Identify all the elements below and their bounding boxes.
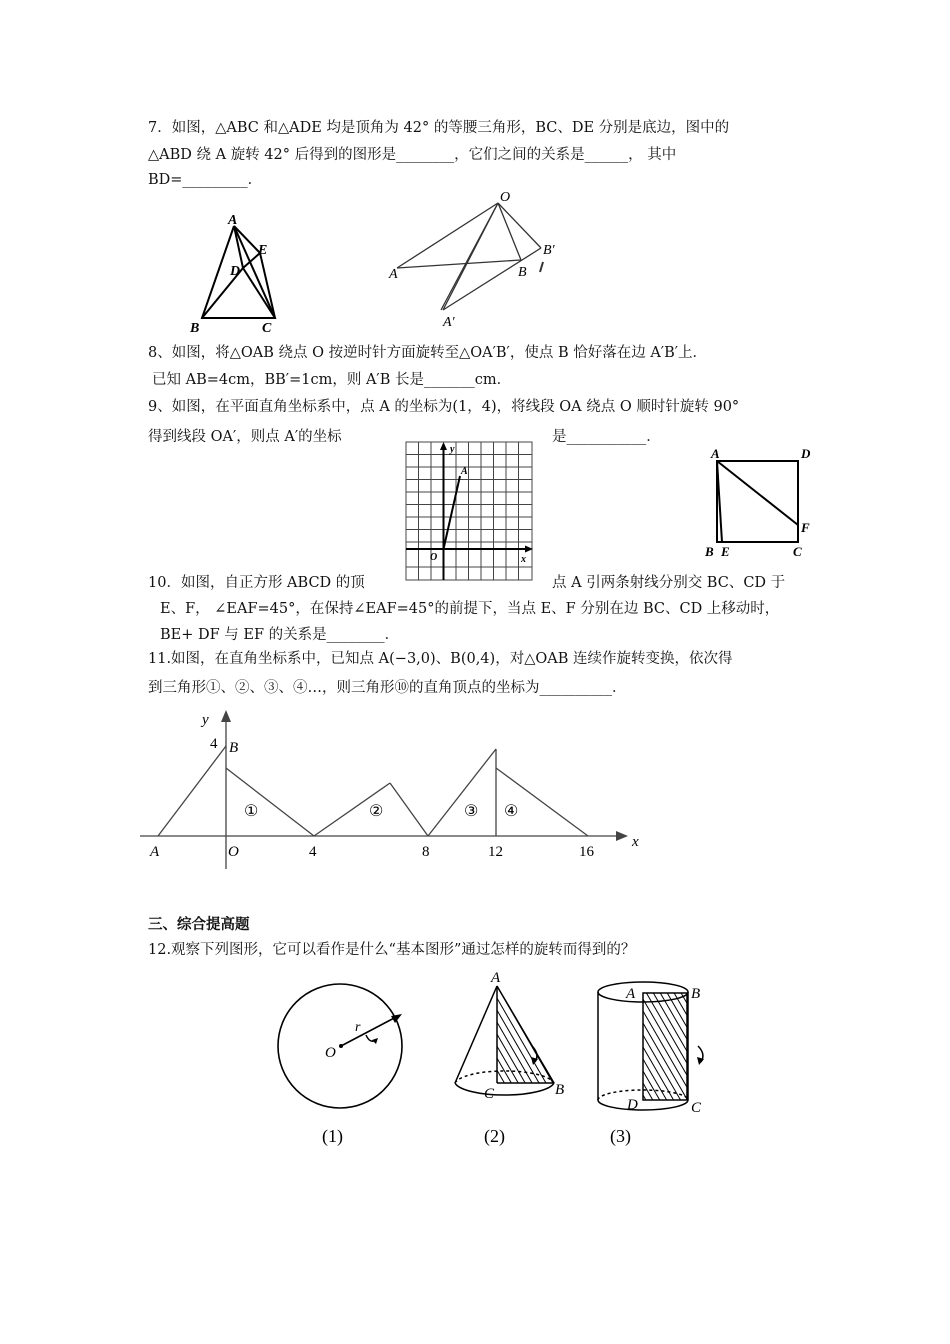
label-circle-4: ④ (504, 803, 519, 820)
label-A: A (711, 446, 720, 461)
label-r: r (355, 1020, 361, 1035)
q10-line1b: 点 A 引两条射线分别交 BC、CD 于 (552, 575, 786, 591)
tick-12: 12 (488, 844, 503, 860)
q9-line1: 9、如图，在平面直角坐标系中，点 A 的坐标为(1，4)，将线段 OA 绕点 O 顺时针旋转 90° (148, 399, 740, 415)
tick-4: 4 (309, 844, 317, 860)
label-B: B (518, 265, 527, 280)
label-E: E (721, 544, 730, 559)
label-C-cone: C (484, 1086, 495, 1102)
tick-8: 8 (422, 844, 430, 860)
label-C-cyl: C (691, 1100, 702, 1116)
figure-q10-square (700, 442, 820, 562)
section-title: 三、综合提高题 (148, 916, 250, 933)
label-C: C (262, 321, 272, 336)
label-circle-1: ① (244, 803, 259, 820)
label-B-cone: B (555, 1082, 565, 1098)
label-O: O (325, 1045, 336, 1061)
label-y: y (202, 712, 209, 728)
q10-line1a: 10．如图，自正方形 ABCD 的顶 (148, 575, 365, 591)
label-A: A (461, 466, 468, 477)
label-A-prime: A′ (443, 315, 455, 330)
q10-line2: E、F， ∠EAF=45°，在保持∠EAF=45°的前提下，当点 E、F 分别在边 BC、CD 上移动时， (160, 601, 780, 617)
label-O: O (430, 552, 438, 563)
label-D-cyl: D (627, 1097, 638, 1113)
q8-line2: 已知 AB=4cm，BB′=1cm，则 A′B 长是_______cm． (152, 372, 512, 388)
figure-q9-grid (404, 440, 536, 582)
label-A-cyl: A (626, 986, 636, 1002)
label-B: B (229, 740, 239, 756)
figure-q12-solids (270, 966, 730, 1150)
label-C: C (793, 544, 802, 559)
label-A-cone: A (491, 970, 501, 986)
label-D: D (801, 446, 811, 461)
q10-line3: BE+ DF 与 EF 的关系是________． (160, 627, 400, 643)
caption-2: (2) (484, 1126, 505, 1146)
q11-line1: 11.如图，在直角坐标系中，已知点 A(−3,0)、B(0,4)，对△OAB 连续作旋转变换，依次得 (148, 651, 733, 667)
figure-q8-rotation (385, 186, 565, 331)
label-O: O (500, 190, 511, 205)
q12-line1: 12.观察下列图形，它可以看作是什么“基本图形”通过怎样的旋转而得到的？ (148, 942, 636, 958)
q7-line1: 7．如图，△ABC 和△ADE 均是顶角为 42° 的等腰三角形，BC、DE 分别是底边，图中的 (148, 120, 730, 136)
q9-line2a: 得到线段 OA′，则点 A′的坐标 (148, 429, 342, 445)
q7-line2: △ABD 绕 A 旋转 42° 后得到的图形是________，它们之间的关系是______， 其中 (148, 147, 677, 163)
label-y: y (450, 444, 455, 455)
figure-q7-triangles (180, 208, 290, 338)
label-D: D (230, 264, 241, 279)
label-A: A (228, 213, 238, 228)
label-B-cyl: B (691, 986, 701, 1002)
caption-1: (1) (322, 1126, 343, 1146)
tick-16: 16 (579, 844, 594, 860)
label-circle-3: ③ (464, 803, 479, 820)
q11-line2: 到三角形①、②、③、④…，则三角形⑩的直角顶点的坐标为__________． (148, 680, 627, 696)
caption-3: (3) (610, 1126, 631, 1146)
label-B: B (190, 321, 200, 336)
q7-line3: BD=_________． (148, 172, 263, 188)
label-B-prime: B′ (543, 243, 555, 258)
figure-q11-rotations (140, 704, 650, 876)
label-O: O (228, 844, 239, 860)
label-x: x (521, 554, 526, 565)
q9-line2b: 是___________． (552, 429, 661, 445)
q8-line1: 8、如图，将△OAB 绕点 O 按逆时针方面旋转至△OA′B′，使点 B 恰好落在边 A′B′上． (148, 345, 708, 361)
label-A: A (150, 844, 160, 860)
label-four-y: 4 (210, 736, 218, 752)
label-B: B (705, 544, 714, 559)
label-x: x (632, 834, 639, 850)
label-circle-2: ② (369, 803, 384, 820)
label-E: E (258, 243, 268, 258)
label-A: A (389, 267, 398, 282)
label-F: F (801, 520, 810, 535)
